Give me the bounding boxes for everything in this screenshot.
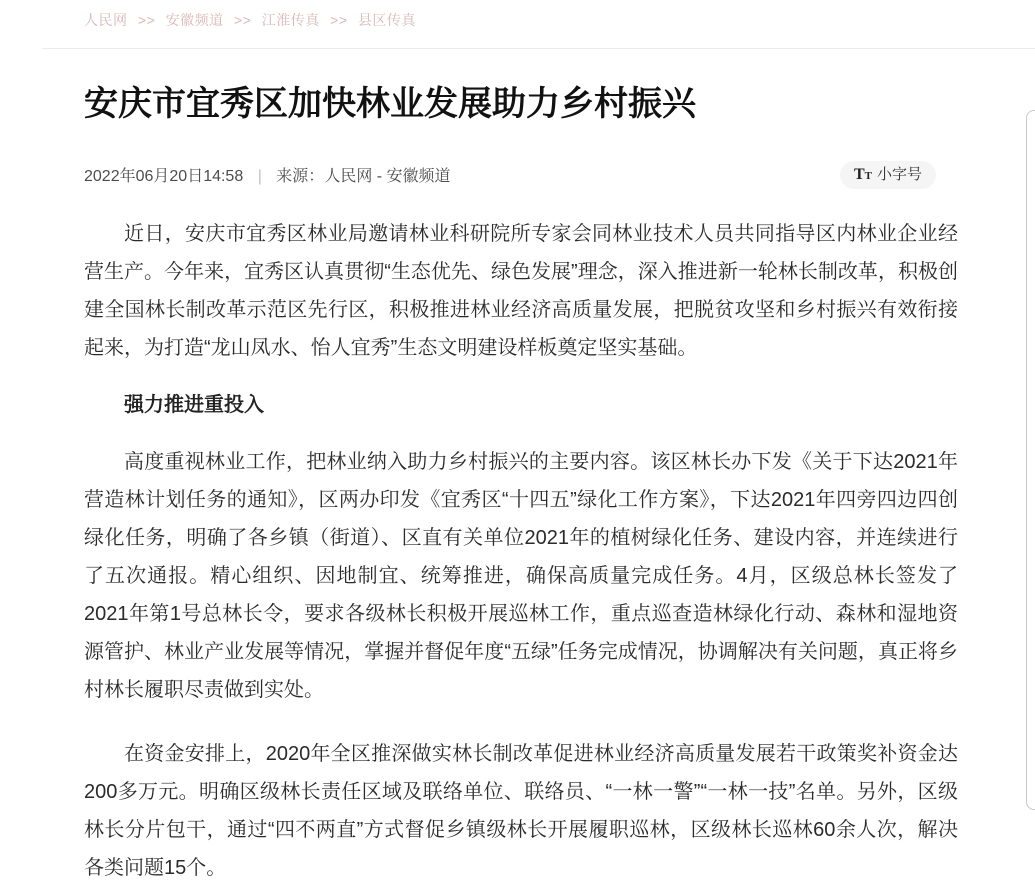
article-paragraph: 在资金安排上，2020年全区推深做实林长制改革促进林业经济高质量发展若干政策奖补资金达200多万元。明确区级林长责任区域及联络单位、联络员、“一林一警”“一林一技”名单。另外，区级林长分片包干，通过“四不两直”方式督促乡镇级林长开展履职巡林，区级林长巡林60余人次，解决各类问题15个。 bbox=[84, 742, 958, 879]
source-label: 来源： bbox=[276, 168, 325, 186]
source-link[interactable]: 人民网 - 安徽频道 bbox=[324, 168, 451, 186]
meta-separator: | bbox=[257, 168, 262, 186]
font-size-button[interactable] bbox=[840, 161, 936, 189]
breadcrumb-separator: >> bbox=[330, 12, 348, 28]
article-paragraph: 高度重视林业工作，把林业纳入助力乡村振兴的主要内容。该区林长办下发《关于下达2021年营造林计划任务的通知》，区两办印发《宜秀区“十四五”绿化工作方案》，下达2021年四旁四边四创绿化任务，明确了各乡镇（街道）、区直有关单位2021年的植树绿化任务、建设内容，并连续进行了五次通报。精心组织、因地制宜、统筹推进，确保高质量完成任务。4月，区级总林长签发了2021年第1号总林长令，要求各级林长积极开展巡林工作，重点巡查造林绿化行动、森林和湿地资源管护、林业产业发展等情况，掌握并督促年度“五绿”任务完成情况，协调解决有关问题，真正将乡村林长履职尽责做到实处。 bbox=[84, 450, 958, 701]
breadcrumb-link-jianghuai-fax[interactable]: 江淮传真 bbox=[261, 12, 320, 28]
article-content bbox=[84, 48, 958, 886]
breadcrumb-link-people[interactable]: 人民网 bbox=[84, 12, 128, 28]
article-meta-row bbox=[84, 161, 958, 189]
publish-date: 2022年06月20日14:58 bbox=[84, 168, 244, 186]
article-body bbox=[84, 215, 958, 886]
font-size-label: 小字号 bbox=[876, 166, 922, 184]
breadcrumb-link-anhui-channel[interactable]: 安徽频道 bbox=[165, 12, 224, 28]
breadcrumb-separator: >> bbox=[137, 12, 156, 28]
font-size-icon: TT bbox=[853, 165, 872, 183]
article-title: 安庆市宜秀区加快林业发展助力乡村振兴 bbox=[84, 85, 696, 123]
article-meta bbox=[84, 163, 451, 186]
breadcrumb-separator: >> bbox=[234, 12, 252, 28]
breadcrumb-link-county-fax[interactable]: 县区传真 bbox=[357, 12, 416, 28]
article-subheading: 强力推进重投入 bbox=[124, 393, 264, 416]
article-paragraph: 近日，安庆市宜秀区林业局邀请林业科研院所专家会同林业技术人员共同指导区内林业企业经营生产。今年来，宜秀区认真贯彻“生态优先、绿色发展”理念，深入推进新一轮林长制改革，积极创建全国林长制改革示范区先行区，积极推进林业经济高质量发展，把脱贫攻坚和乡村振兴有效衔接起来，为打造“龙山凤水、怡人宜秀”生态文明建设样板奠定坚实基础。 bbox=[84, 222, 958, 359]
breadcrumb bbox=[84, 10, 416, 30]
side-panel bbox=[1026, 110, 1035, 810]
